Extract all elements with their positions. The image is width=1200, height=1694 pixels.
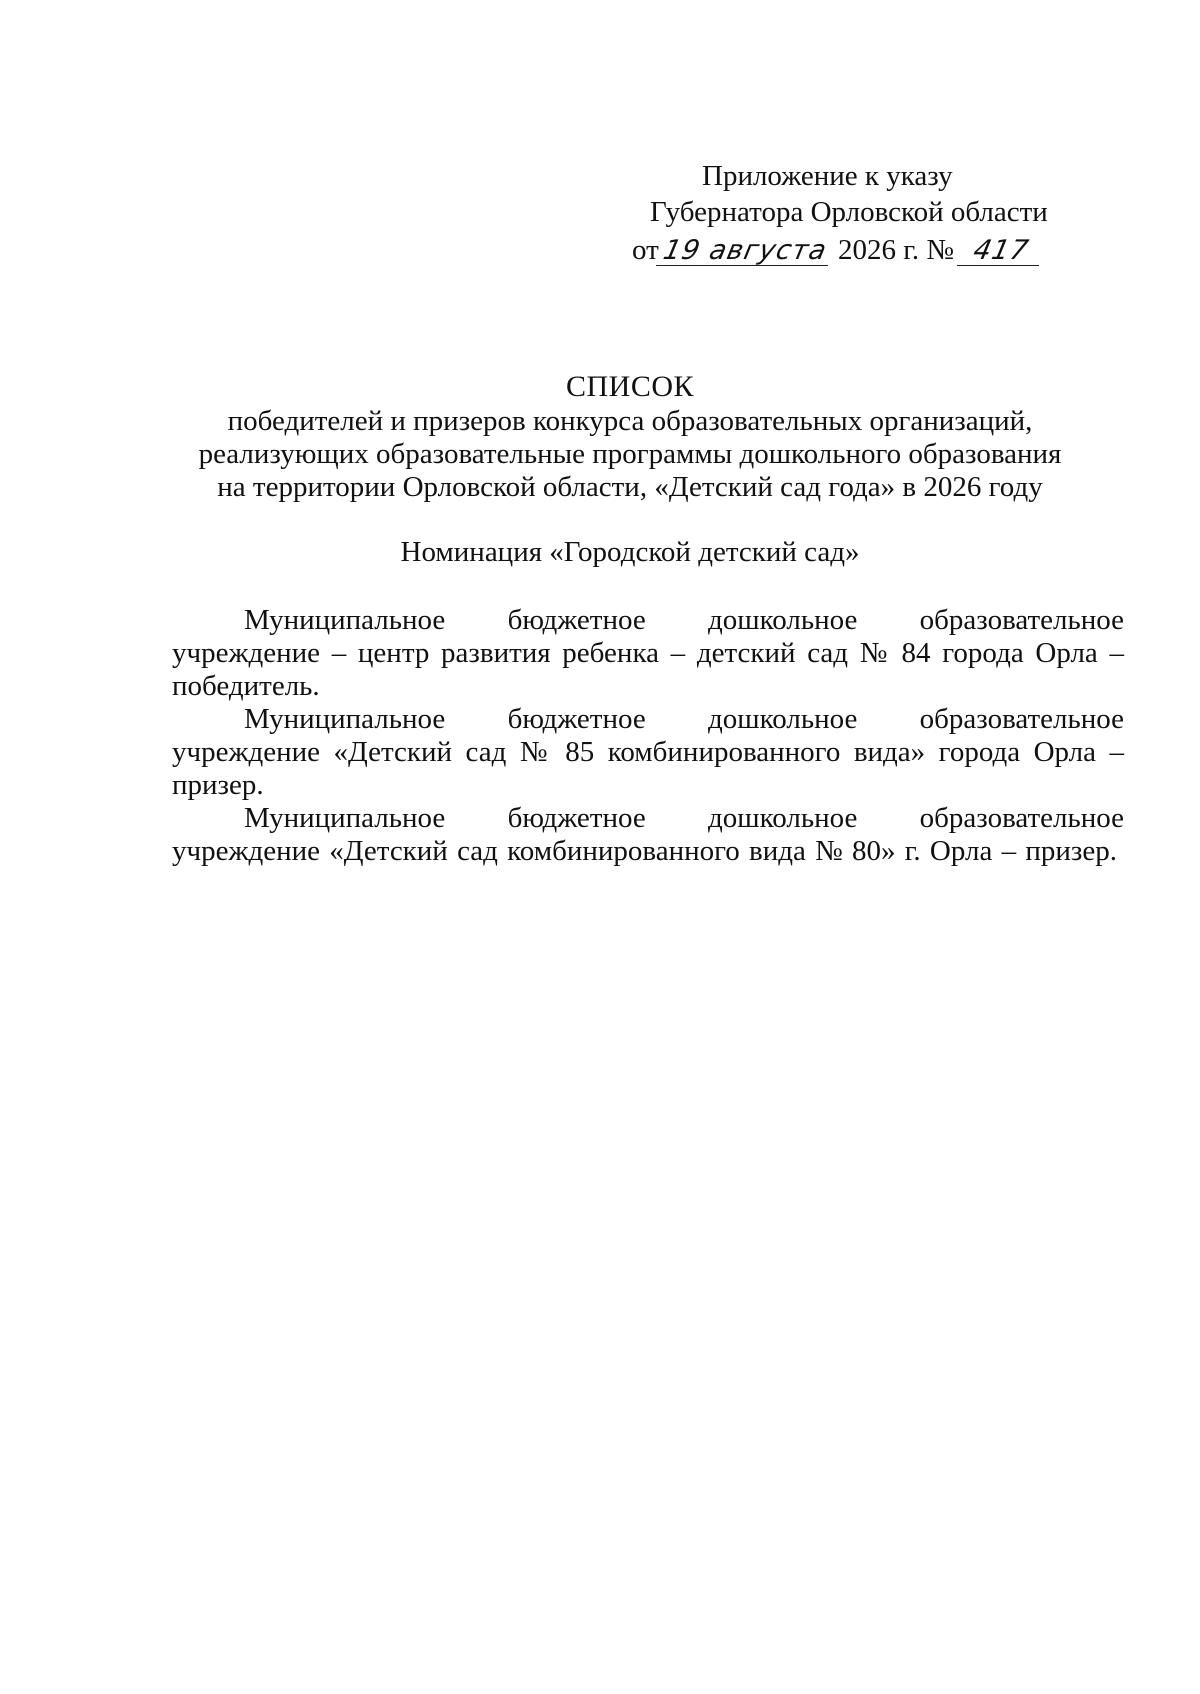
appendix-date-line — [632, 232, 1092, 268]
entry-2-line-1: Муниципальное бюджетное дошкольное образовательное — [244, 703, 1124, 735]
list-item — [172, 802, 1124, 868]
list-item — [172, 604, 1124, 703]
handwritten-date: 19 августа — [656, 237, 834, 266]
entry-2-line-2: учреждение «Детский сад № 85 комбинированного вида» города Орла – — [172, 736, 1124, 768]
entry-1-line-1: Муниципальное бюджетное дошкольное образовательное — [244, 604, 1124, 636]
title-line-3: на территории Орловской области, «Детский сад года» в 2026 году — [217, 471, 1043, 503]
entry-3-line-1: Муниципальное бюджетное дошкольное образовательное — [244, 802, 1124, 834]
date-prefix: от — [632, 234, 659, 266]
document-title: СПИСОК — [565, 370, 695, 403]
entry-1-line-3: победитель. — [172, 670, 320, 702]
handwritten-number: 417 — [957, 237, 1045, 266]
nomination-heading: Номинация «Городской детский сад» — [400, 536, 860, 568]
winners-list — [172, 604, 1124, 868]
year-number-label: 2026 г. № — [838, 234, 955, 266]
title-line-1: победителей и призеров конкурса образовательных организаций, — [227, 405, 1033, 437]
appendix-reference — [632, 158, 1092, 268]
list-item — [172, 703, 1124, 802]
document-title-block — [160, 370, 1100, 504]
entry-1-line-2: учреждение – центр развития ребенка – детский сад № 84 города Орла – — [172, 637, 1124, 669]
entry-2-line-3: призер. — [172, 769, 264, 801]
entry-3-line-2: учреждение «Детский сад комбинированного вида № 80» г. Орла – призер. — [172, 835, 1117, 867]
appendix-line-1: Приложение к указу — [702, 160, 953, 192]
title-line-2: реализующих образовательные программы дошкольного образования — [198, 438, 1062, 470]
appendix-line-2: Губернатора Орловской области — [650, 196, 1048, 228]
